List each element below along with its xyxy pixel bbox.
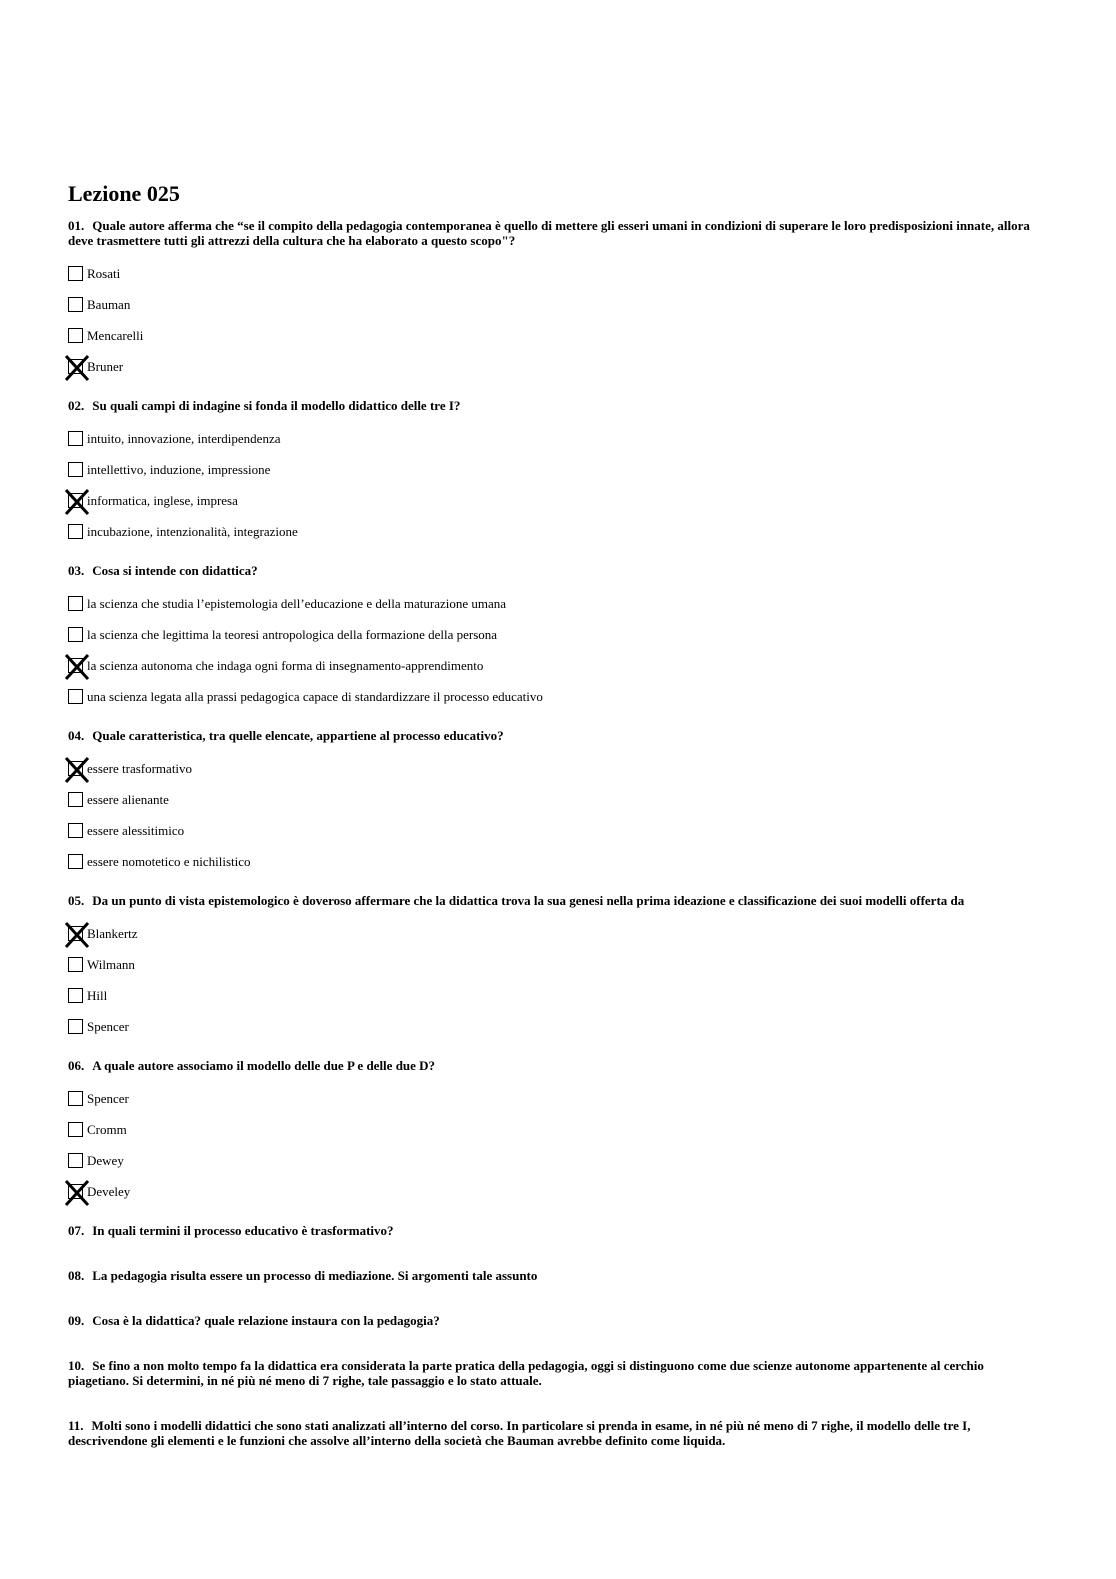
multiple-choice-section xyxy=(68,218,1048,1207)
question-number: 05. xyxy=(68,893,85,908)
question-text xyxy=(68,1358,1048,1388)
x-mark-icon xyxy=(64,756,90,784)
question-text xyxy=(68,1058,1048,1073)
checkbox[interactable] xyxy=(68,524,83,539)
option-label: Wilmann xyxy=(87,956,135,972)
checked-checkbox[interactable] xyxy=(68,359,83,374)
option-label: Spencer xyxy=(87,1018,129,1034)
question-text xyxy=(68,728,1048,743)
answer-option[interactable] xyxy=(68,320,1048,351)
option-label: la scienza che studia l’epistemologia dell’educazione e della maturazione umana xyxy=(87,595,507,611)
open-question-7 xyxy=(68,1223,1048,1238)
checked-checkbox[interactable] xyxy=(68,926,83,941)
question-number: 06. xyxy=(68,1058,85,1073)
checkbox[interactable] xyxy=(68,854,83,869)
checkbox[interactable] xyxy=(68,1091,83,1106)
lesson-title: Lezione 025 xyxy=(68,181,180,206)
answer-option[interactable] xyxy=(68,588,1048,619)
question-text xyxy=(68,1223,1048,1238)
question-number: 08. xyxy=(68,1268,85,1283)
answer-option[interactable] xyxy=(68,681,1048,712)
question-number: 03. xyxy=(68,563,85,578)
question-number: 10. xyxy=(68,1358,85,1373)
answer-option[interactable] xyxy=(68,980,1048,1011)
checkbox[interactable] xyxy=(68,792,83,807)
question-prompt: Molti sono i modelli didattici che sono stati analizzati all’interno del corso. In particolare si prenda in esame, in né più né meno di 7 righe, il modello delle tre I, descrivendone gli elementi e le funzioni che assolve all’interno della società che Bauman avrebbe definito come liquida. xyxy=(68,1418,971,1448)
question-prompt: La pedagogia risulta essere un processo di mediazione. Si argomenti tale assunto xyxy=(92,1268,538,1283)
question-text xyxy=(68,1418,1048,1448)
question-prompt: Quale autore afferma che “se il compito della pedagogia contemporanea è quello di mettere gli esseri umani in condizioni di superare le loro predisposizioni innate, allora deve trasmettere tutti gli attrezzi della cultura che ha elaborato a questo scopo"? xyxy=(68,218,1030,248)
option-label: una scienza legata alla prassi pedagogica capace di standardizzare il processo educativo xyxy=(87,688,543,704)
checkbox[interactable] xyxy=(68,328,83,343)
question-number: 11. xyxy=(68,1418,84,1433)
checked-checkbox[interactable] xyxy=(68,1184,83,1199)
question-1 xyxy=(68,218,1048,382)
question-prompt: Se fino a non molto tempo fa la didattica era considerata la parte pratica della pedagogia, oggi si distinguono come due scienze autonome appartenente al cerchio piagetiano. Si determini, in né più né meno di 7 righe, tale passaggio e lo stato attuale. xyxy=(68,1358,984,1388)
question-number: 04. xyxy=(68,728,85,743)
checkbox[interactable] xyxy=(68,431,83,446)
answer-option[interactable] xyxy=(68,753,1048,784)
question-prompt: Quale caratteristica, tra quelle elencate, appartiene al processo educativo? xyxy=(92,728,504,743)
option-label: essere trasformativo xyxy=(87,760,193,776)
checked-checkbox[interactable] xyxy=(68,493,83,508)
x-mark-icon xyxy=(64,921,90,949)
answer-option[interactable] xyxy=(68,1176,1048,1207)
question-text xyxy=(68,398,1048,413)
question-number: 07. xyxy=(68,1223,85,1238)
option-label: Cromm xyxy=(87,1121,127,1137)
answer-option[interactable] xyxy=(68,1011,1048,1042)
checkbox[interactable] xyxy=(68,1153,83,1168)
answer-option[interactable] xyxy=(68,918,1048,949)
question-prompt: Da un punto di vista epistemologico è doveroso affermare che la didattica trova la sua genesi nella prima ideazione e classificazione dei suoi modelli offerta da xyxy=(92,893,965,908)
question-prompt: Cosa è la didattica? quale relazione instaura con la pedagogia? xyxy=(92,1313,440,1328)
question-number: 01. xyxy=(68,218,85,233)
question-3 xyxy=(68,563,1048,712)
option-label: essere nomotetico e nichilistico xyxy=(87,853,251,869)
x-mark-icon xyxy=(64,488,90,516)
answer-option[interactable] xyxy=(68,1114,1048,1145)
checked-checkbox[interactable] xyxy=(68,658,83,673)
option-label: Bruner xyxy=(87,358,124,374)
answer-option[interactable] xyxy=(68,650,1048,681)
option-label: essere alessitimico xyxy=(87,822,185,838)
answer-option[interactable] xyxy=(68,949,1048,980)
answer-option[interactable] xyxy=(68,619,1048,650)
answer-option[interactable] xyxy=(68,516,1048,547)
checkbox[interactable] xyxy=(68,266,83,281)
checkbox[interactable] xyxy=(68,988,83,1003)
question-text xyxy=(68,1268,1048,1283)
answer-option[interactable] xyxy=(68,454,1048,485)
document-page xyxy=(68,180,1048,1478)
question-text xyxy=(68,893,1048,908)
option-label: Bauman xyxy=(87,296,131,312)
question-number: 02. xyxy=(68,398,85,413)
checkbox[interactable] xyxy=(68,1019,83,1034)
answer-option[interactable] xyxy=(68,289,1048,320)
question-number: 09. xyxy=(68,1313,85,1328)
checkbox[interactable] xyxy=(68,462,83,477)
option-label: la scienza autonoma che indaga ogni forma di insegnamento-apprendimento xyxy=(87,657,484,673)
checked-checkbox[interactable] xyxy=(68,761,83,776)
option-label: Dewey xyxy=(87,1152,124,1168)
question-prompt: In quali termini il processo educativo è trasformativo? xyxy=(92,1223,394,1238)
option-label: Spencer xyxy=(87,1090,129,1106)
option-label: intuito, innovazione, interdipendenza xyxy=(87,430,281,446)
question-2 xyxy=(68,398,1048,547)
option-label: informatica, inglese, impresa xyxy=(87,492,238,508)
answer-option[interactable] xyxy=(68,258,1048,289)
answer-option[interactable] xyxy=(68,1083,1048,1114)
question-6 xyxy=(68,1058,1048,1207)
question-5 xyxy=(68,893,1048,1042)
open-questions-section xyxy=(68,1223,1048,1448)
checkbox[interactable] xyxy=(68,823,83,838)
open-question-10 xyxy=(68,1358,1048,1388)
answer-option[interactable] xyxy=(68,784,1048,815)
option-label: intellettivo, induzione, impressione xyxy=(87,461,271,477)
answer-option[interactable] xyxy=(68,1145,1048,1176)
question-text xyxy=(68,1313,1048,1328)
question-prompt: Cosa si intende con didattica? xyxy=(92,563,258,578)
question-text xyxy=(68,218,1048,248)
answer-option[interactable] xyxy=(68,815,1048,846)
option-label: Hill xyxy=(87,987,108,1003)
question-prompt: Su quali campi di indagine si fonda il modello didattico delle tre I? xyxy=(92,398,461,413)
question-text xyxy=(68,563,1048,578)
checkbox[interactable] xyxy=(68,957,83,972)
option-label: Develey xyxy=(87,1183,131,1199)
question-prompt: A quale autore associamo il modello delle due P e delle due D? xyxy=(92,1058,436,1073)
x-mark-icon xyxy=(64,653,90,681)
option-label: incubazione, intenzionalità, integrazione xyxy=(87,523,298,539)
question-4 xyxy=(68,728,1048,877)
option-label: essere alienante xyxy=(87,791,169,807)
checkbox[interactable] xyxy=(68,627,83,642)
checkbox[interactable] xyxy=(68,1122,83,1137)
checkbox[interactable] xyxy=(68,297,83,312)
option-label: la scienza che legittima la teoresi antropologica della formazione della persona xyxy=(87,626,498,642)
open-question-9 xyxy=(68,1313,1048,1328)
answer-option[interactable] xyxy=(68,351,1048,382)
checkbox[interactable] xyxy=(68,596,83,611)
x-mark-icon xyxy=(64,354,90,382)
x-mark-icon xyxy=(64,1179,90,1207)
checkbox[interactable] xyxy=(68,689,83,704)
answer-option[interactable] xyxy=(68,846,1048,877)
option-label: Mencarelli xyxy=(87,327,144,343)
option-label: Rosati xyxy=(87,265,121,281)
answer-option[interactable] xyxy=(68,485,1048,516)
option-label: Blankertz xyxy=(87,925,138,941)
open-question-11 xyxy=(68,1418,1048,1448)
answer-option[interactable] xyxy=(68,423,1048,454)
open-question-8 xyxy=(68,1268,1048,1283)
